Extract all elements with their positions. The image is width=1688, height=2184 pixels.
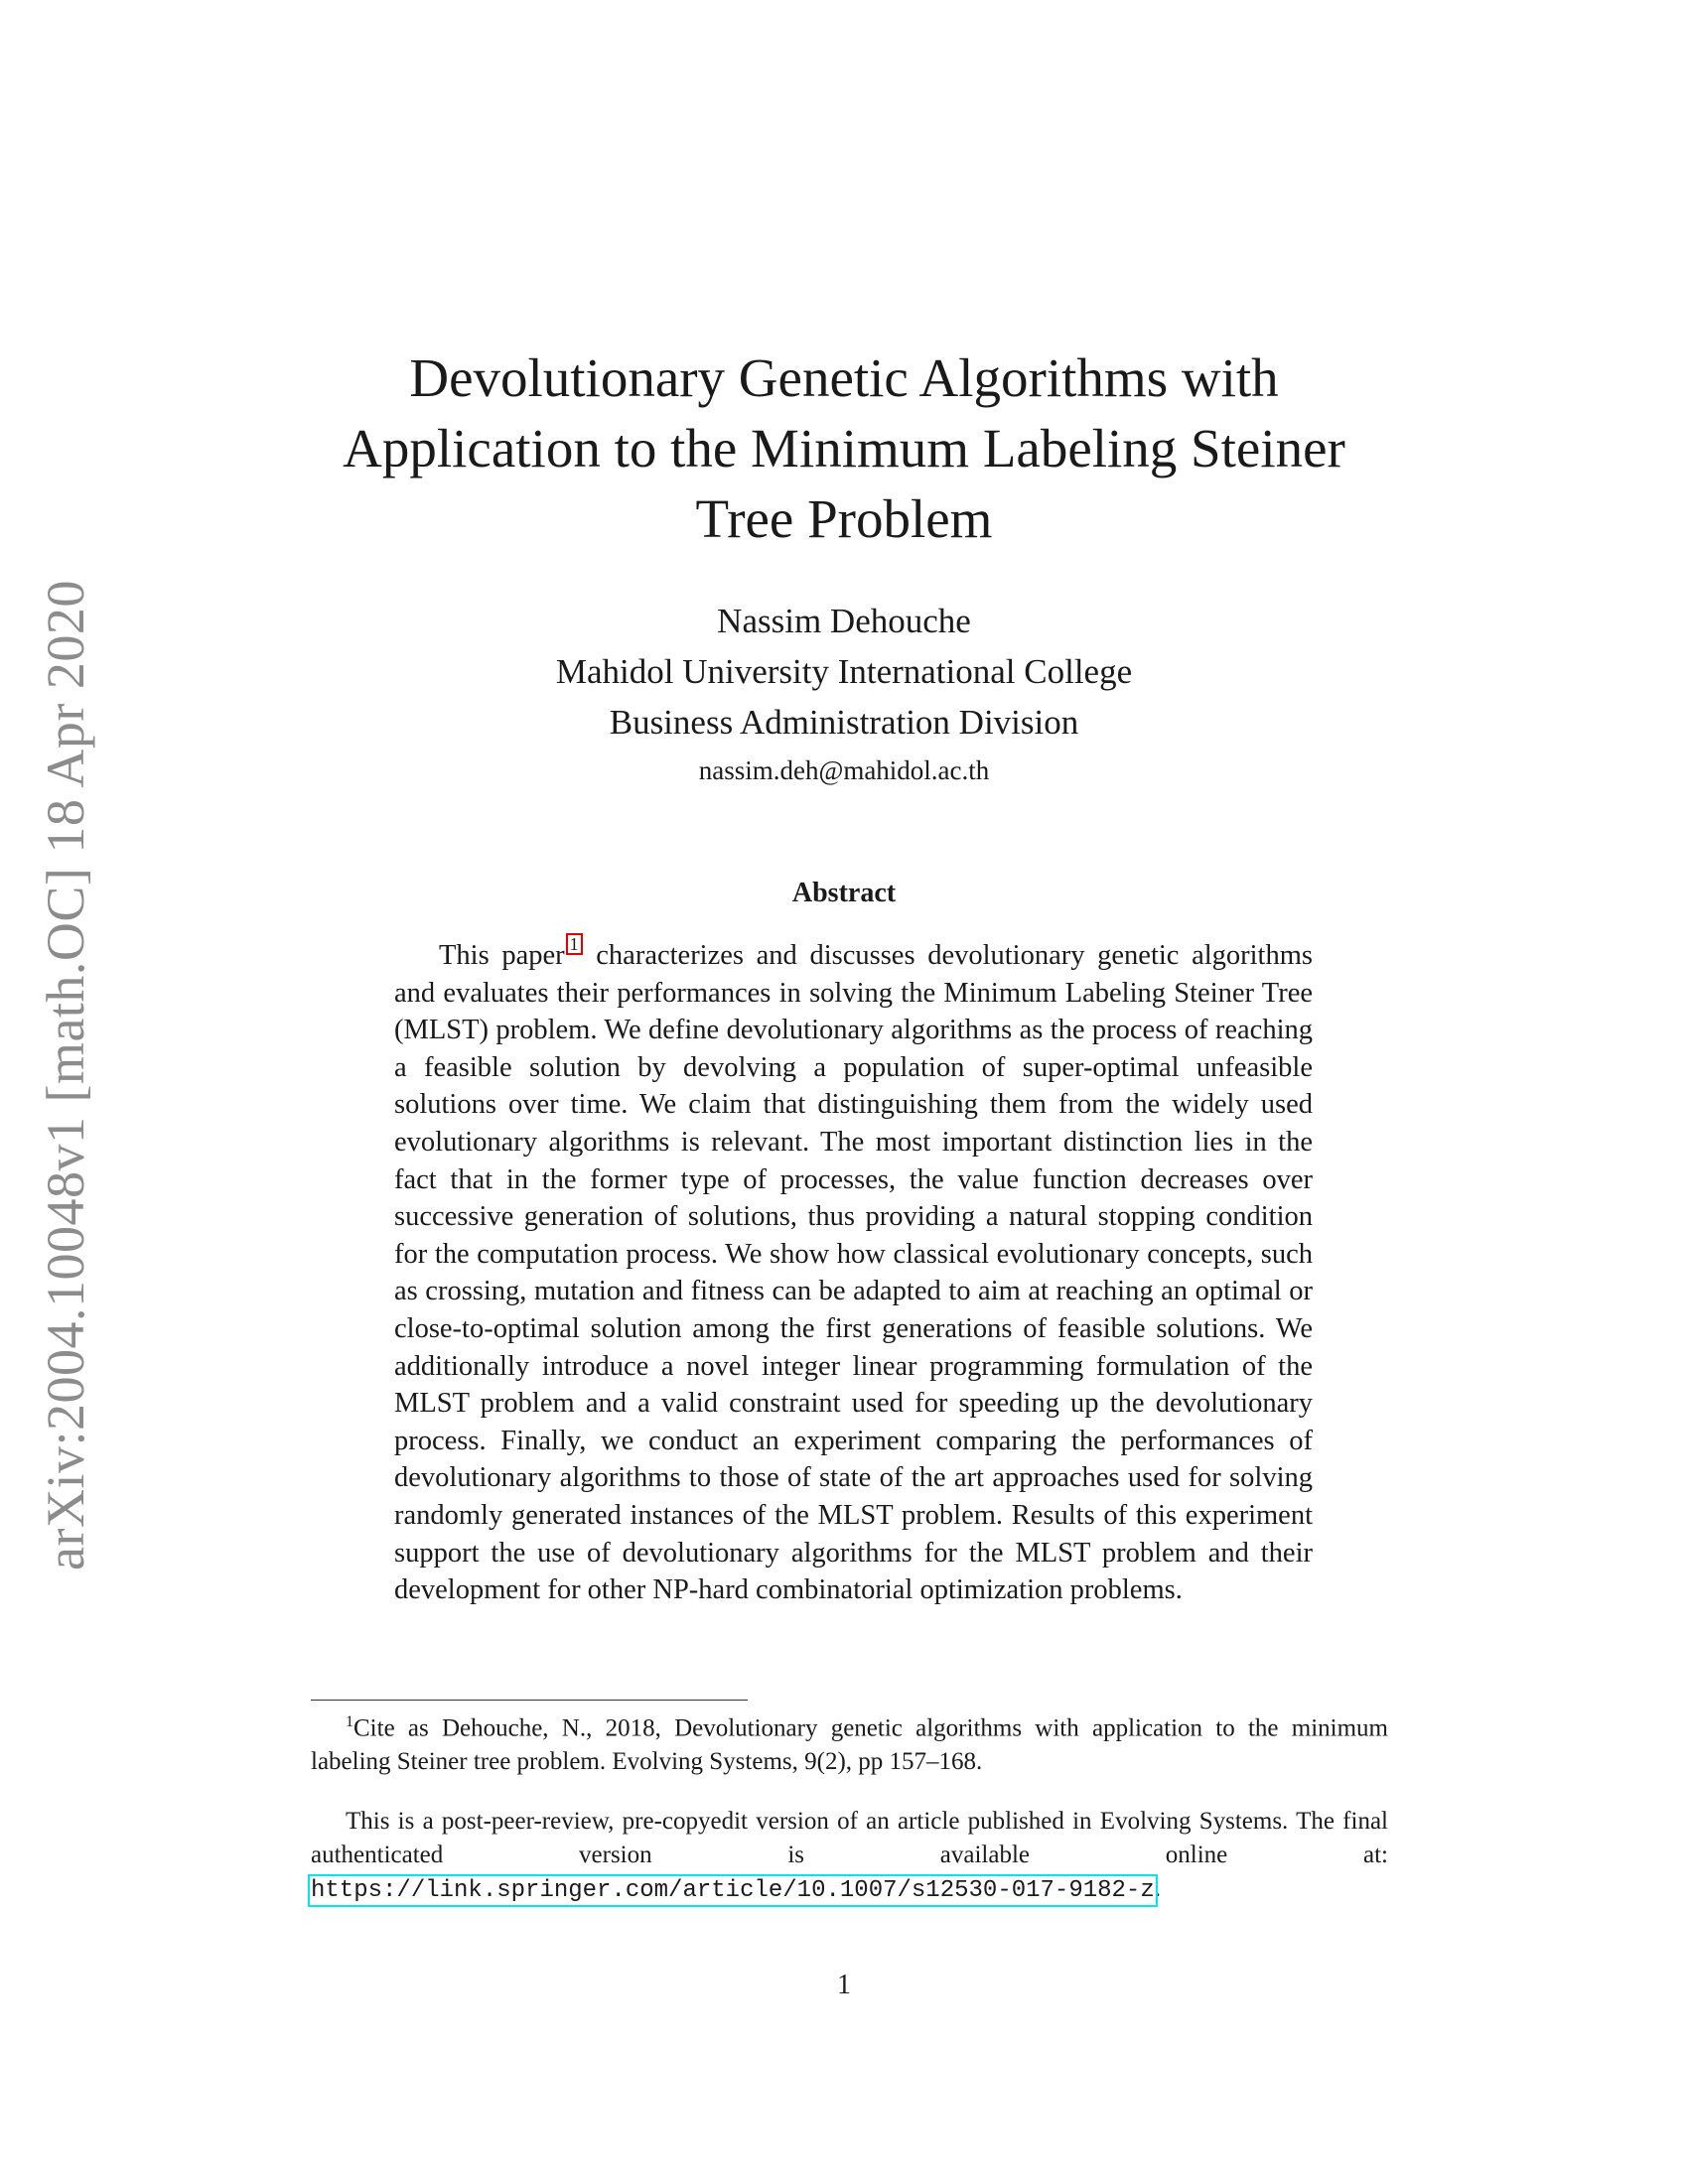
footnote-text: Cite as Dehouche, N., 2018, Devolutionary genetic algorithms with application to the minimum labeling Steiner tree problem. Evolving Systems, 9(2), pp 157–168. — [311, 1714, 1388, 1776]
title-line: Tree Problem — [695, 488, 993, 549]
abstract-text: characterizes and discusses devolutionary genetic algorithms and evaluates their performances in solving the Minimum Labeling Steiner Tree (MLST) problem. We define devolutionary algorithms as the process of reaching a feasible solution by devolving a population of super-optimal unfeasible solutions over time. We claim that distinguishing them from the widely used evolutionary algorithms is relevant. The most important distinction lies in the fact that in the former type of processes, the value function decreases over successive generation of solutions, thus providing a natural stopping condition for the computation process. We show how classical evolutionary concepts, such as crossing, mutation and fitness can be adapted to aim at reaching an optimal or close-to-optimal solution among the first generations of feasible solutions. We additionally introduce a novel integer linear programming formulation of the MLST problem and a valid constraint used for speeding up the devolutionary process. Finally, we conduct an experiment comparing the performances of devolutionary algorithms to those of state of the art approaches used for solving randomly generated instances of the MLST problem. Results of this experiment support the use of devolutionary algorithms for the MLST problem and their development for other NP-hard combinatorial optimization problems. — [394, 940, 1313, 1606]
abstract-heading: Abstract — [791, 878, 897, 908]
publication-note-period: . — [1154, 1875, 1161, 1902]
author-institution: Mahidol University International College — [555, 652, 1133, 691]
arxiv-identifier-stamp: arXiv:2004.10048v1 [math.OC] 18 Apr 2020 — [36, 580, 95, 1570]
author-email: nassim.deh@mahidol.ac.th — [698, 755, 990, 785]
abstract-body — [394, 933, 1313, 1609]
page-number: 1 — [837, 1970, 851, 2000]
author-division: Business Administration Division — [609, 703, 1079, 742]
footnote-reference-link[interactable]: 1 — [566, 933, 583, 955]
footnote — [311, 1706, 1388, 1779]
publication-note — [311, 1805, 1388, 1908]
footnote-marker: 1 — [346, 1713, 353, 1730]
paper-title — [268, 342, 1420, 554]
title-line: Devolutionary Genetic Algorithms with — [409, 347, 1279, 408]
author-block — [268, 596, 1420, 793]
author-name: Nassim Dehouche — [717, 602, 971, 640]
springer-article-link[interactable]: https://link.springer.com/article/10.1007/s12530-017-9182-z — [311, 1877, 1155, 1904]
title-line: Application to the Minimum Labeling Steiner — [343, 418, 1345, 478]
footnote-divider — [311, 1700, 748, 1701]
abstract-lead: This paper — [439, 940, 565, 971]
publication-note-text: This is a post-peer-review, pre-copyedit version of an article published in Evolving Systems. The final authenticated version is available online at: — [311, 1808, 1388, 1868]
